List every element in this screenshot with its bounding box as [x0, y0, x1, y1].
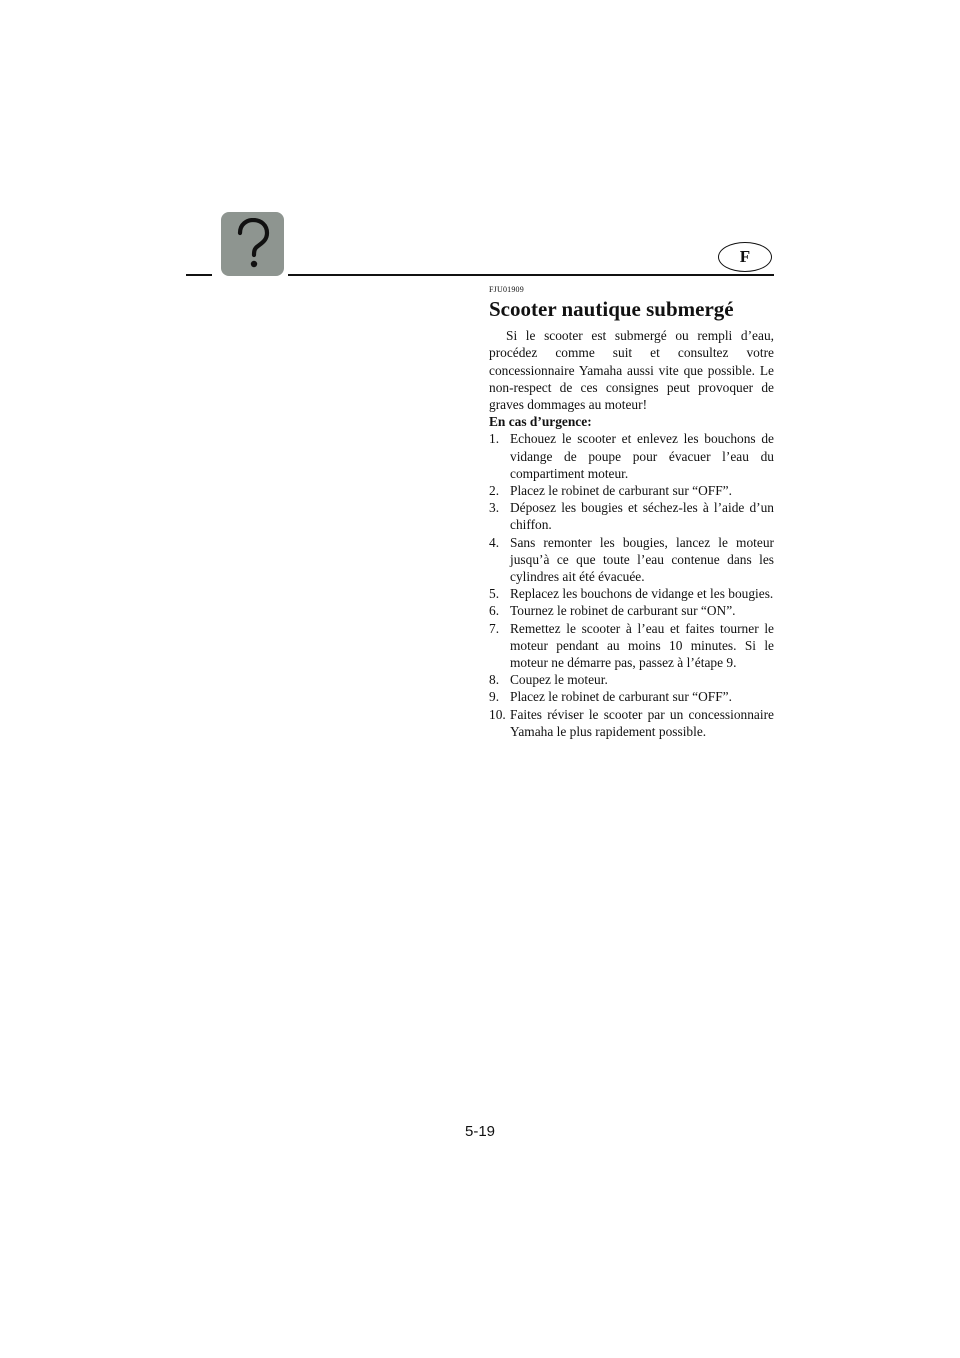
step-text: Coupez le moteur.	[510, 672, 608, 688]
step-text: Echouez le scooter et enlevez les bouchons de vidange de poupe pour évacuer l’eau du compartiment moteur.	[510, 431, 774, 481]
troubleshooting-tab	[221, 212, 284, 276]
section-content	[489, 285, 774, 740]
list-item	[489, 620, 774, 672]
step-number: 3.	[489, 500, 500, 516]
step-text: Placez le robinet de carburant sur “OFF”.	[510, 689, 732, 705]
section-title: Scooter nautique submergé	[489, 297, 734, 321]
step-number: 2.	[489, 482, 500, 498]
step-number: 4.	[489, 534, 500, 550]
list-item	[489, 602, 774, 619]
question-mark-icon	[231, 218, 275, 270]
step-text: Sans remonter les bougies, lancez le moteur jusqu’à ce que toute l’eau contenue dans les cylindres ait été évacuée.	[510, 534, 774, 584]
list-item	[489, 430, 774, 482]
step-number: 1.	[489, 431, 500, 447]
header-rule-right	[288, 274, 774, 276]
step-number: 10.	[489, 706, 506, 722]
section-code: FJU01909	[489, 285, 524, 294]
intro-paragraph: Si le scooter est submergé ou rempli d’eau, procédez comme suit et consultez votre concessionnaire Yamaha aussi vite que possible. Le non-respect de ces consignes peut provoquer de graves dommages au moteur!	[489, 328, 774, 412]
list-item	[489, 534, 774, 586]
step-number: 8.	[489, 672, 500, 688]
step-text: Remettez le scooter à l’eau et faites tourner le moteur pendant au moins 10 minutes. Si le moteur ne démarre pas, passez à l’étape 9.	[510, 620, 774, 670]
list-item	[489, 499, 774, 533]
emergency-subheading: En cas d’urgence:	[489, 414, 592, 430]
list-item	[489, 671, 774, 688]
list-item	[489, 688, 774, 705]
step-text: Placez le robinet de carburant sur “OFF”.	[510, 482, 732, 498]
header-rule-left	[186, 274, 212, 276]
step-number: 9.	[489, 689, 500, 705]
step-text: Faites réviser le scooter par un concessionnaire Yamaha le plus rapidement possible.	[510, 706, 774, 739]
page-number: 5-19	[464, 1123, 496, 1140]
list-item	[489, 585, 774, 602]
list-item	[489, 706, 774, 740]
steps-list	[489, 430, 774, 740]
step-text: Déposez les bougies et séchez-les à l’aide d’un chiffon.	[510, 500, 774, 533]
list-item	[489, 482, 774, 499]
step-number: 5.	[489, 586, 500, 602]
step-number: 6.	[489, 603, 500, 619]
step-number: 7.	[489, 620, 500, 636]
step-text: Replacez les bouchons de vidange et les bougies.	[510, 586, 774, 602]
language-badge: F	[718, 242, 772, 272]
step-text: Tournez le robinet de carburant sur “ON”.	[510, 603, 736, 619]
